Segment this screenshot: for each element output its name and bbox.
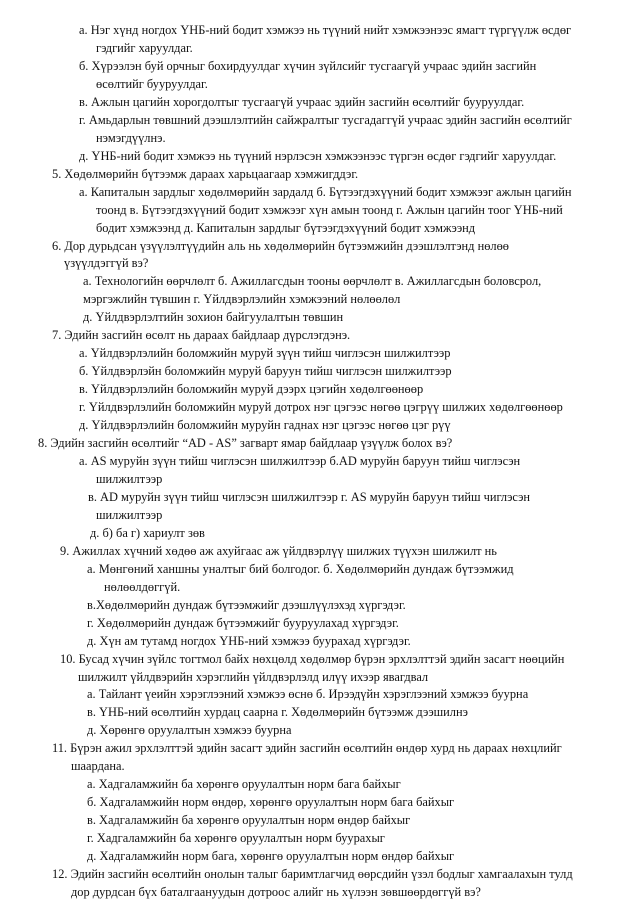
text-line: а. Тайлант үеийн хэрэглээний хэмжээ өснө б. Ирээдүйн хэрэглээний хэмжээ буурна [87,687,529,702]
text-line: д. ҮНБ-ний бодит хэмжээ нь түүний нэрлэсэн хэмжээнээс түргэн өсдөг гэдгийг харуулдаг. [79,148,557,163]
text-line: гэдгийг харуулдаг. [96,40,193,55]
question-11: 11. Бүрэн ажил эрхлэлттэй эдийн засагт эдийн засгийн өсөлтийн өндөр хурд нь дараах нөхцлийг [52,741,562,756]
question-9: 9. Ажиллах хүчний хөдөө аж ахуйгаас аж үйлдвэрлүү шилжих түүхэн шилжилт нь [60,543,497,558]
text-line: д. Хөрөнгө оруулалтын хэмжээ буурна [87,723,292,738]
text-line: б. Үйлдвэрлэйн боломжийн муруй баруун тийш чиглэсэн шилжилтээр [79,364,452,379]
text-line: а. Капиталын зардлыг хөдөлмөрийн зардалд б. Бүтээгдэхүүний бодит хэмжээг ажлын цагийн [79,184,572,199]
text-line: в. ҮНБ-ний өсөлтийн хурдац саарна г. Хөдөлмөрийн бүтээмж дээшилнэ [87,705,468,720]
text-line: а. Үйлдвэрлэлийн боломжийн муруй зүүн тийш чиглэсэн шилжилтээр [79,346,451,361]
text-line: нэмэгдүүлнэ. [96,130,166,145]
text-line: а. Мөнгөний ханшны уналтыг бий болгодог. б. Хөдөлмөрийн дундаж бүтээмжид [87,561,514,576]
question-5: 5. Хөдөлмөрийн бүтээмж дараах харьцаагаар хэмжигддэг. [52,166,359,181]
text-line: дор дурдсан бүх баталгаануудын дотроос алийг нь хүлээн зөвшөөрдөггүй вэ? [71,885,481,899]
text-line: в.Хөдөлмөрийн дундаж бүтээмжийг дээшлүүлэхэд хүргэдэг. [87,597,406,612]
text-line: в. Үйлдвэрлэлийн боломжийн муруй дээрх цэгийн хөдөлгөөнөөр [79,382,424,397]
text-line: шаардана. [71,759,125,774]
text-line: г. Амьдарлын төвшний дээшлэлтийн сайжралтыг тусгадаггүй учраас эдийн засгийн өсөлтийг [79,112,572,127]
text-line: а. Хадгаламжийн ба хөрөнгө оруулалтын норм бага байхыг [87,777,401,792]
text-line: г. Үйлдвэрлэлийн боломжийн муруй дотрох нэг цэгээс нөгөө цэгрүү шилжих хөдөлгөөнөөр [79,400,563,415]
text-line: бодит хэмжээнд д. Капиталын зардлыг бүтээгдэхүүний бодит хэмжээнд [96,220,476,235]
text-line: д. б) ба г) хариулт зөв [90,525,205,540]
question-12: 12. Эдийн засгийн өсөлтийн онолын талыг баримтлагчид өөрсдийн үзэл бодлыг хамгаалахын тулд [52,867,573,882]
text-line: өсөлтийг бууруулдаг. [96,76,208,91]
text-line: д. Үйлдвэрлэлтийн зохион байгуулалтын төвшин [83,310,344,325]
text-line: а. Нэг хүнд ногдох ҮНБ-ний бодит хэмжээ нь түүний нийт хэмжээнээс ямагт түргүүлж өсдөг [79,23,572,37]
text-line: в. Ажлын цагийн хорогдолтыг тусгаагүй учраас эдийн засгийн өсөлтийг бууруулдаг. [79,94,525,109]
text-line: шилжилт үйлдвэрийн хэрэглийн үйлдвэрлэлд илүү ихээр явагдвал [78,669,429,684]
text-line: а. AS муруйн зүүн тийш чиглэсэн шилжилтээр б.AD муруйн баруун тийш чиглэсэн [79,454,521,468]
text-line: б. Хадгаламжийн норм өндөр, хөрөнгө оруулалтын норм бага байхыг [87,795,455,810]
text-line: шилжилтээр [96,507,163,522]
text-line: д. Үйлдвэрлэлийн боломжийн муруйн гаднах нэг цэгээс нөгөө цэг рүү [79,418,451,433]
question-10: 10. Бусад хүчин зүйлс тогтмол байх нөхцөлд хөдөлмөр бүрэн эрхлэлттэй эдийн засагт нөөцийн [60,651,565,666]
text-line: тоонд в. Бүтээгдэхүүний бодит хэмжээг хүн амын тоонд г. Ажлын цагийн тоог ҮНБ-ний [96,202,563,217]
text-line: д. Хүн ам тутамд ногдох ҮНБ-ний хэмжээ буурахад хүргэдэг. [87,633,411,648]
text-line: шилжилтээр [96,471,163,486]
text-line: үзүүлдэггүй вэ? [64,256,149,271]
text-line: в. AD муруйн зүүн тийш чиглэсэн шилжилтээр г. AS муруйн баруун тийш чиглэсэн [88,489,531,504]
text-line: в. Хадгаламжийн ба хөрөнгө оруулалтын норм өндөр байхыг [87,813,411,828]
text-line: д. Хадгаламжийн норм бага, хөрөнгө оруулалтын норм өндөр байхыг [87,849,455,864]
text-line: нөлөөлдөггүй. [104,579,181,594]
text-line: г. Хадгаламжийн ба хөрөнгө оруулалтын норм буурахыг [87,831,385,846]
question-6: 6. Дор дурьдсан үзүүлэлтүүдийн аль нь хөдөлмөрийн бүтээмжийн дээшлэлтэнд нөлөө [52,238,509,253]
text-line: б. Хүрээлэн буй орчныг бохирдуулдаг хүчин зүйлсийг тусгаагүй учраас эдийн засгийн [79,58,537,73]
text-line: г. Хөдөлмөрийн дундаж бүтээмжийг бууруулахад хүргэдэг. [87,615,399,630]
question-8: 8. Эдийн засгийн өсөлтийг “AD - AS” загварт ямар байдлаар үзүүлж болох вэ? [38,436,453,451]
text-line: а. Технологийн өөрчлөлт б. Ажиллагсдын тооны өөрчлөлт в. Ажиллагсдын боловсрол, [83,274,542,289]
question-7: 7. Эдийн засгийн өсөлт нь дараах байдлаар дүрслэгдэнэ. [52,328,351,343]
text-line: мэргэжлийн түвшин г. Үйлдвэрлэлийн хэмжээний нөлөөлөл [83,292,401,307]
